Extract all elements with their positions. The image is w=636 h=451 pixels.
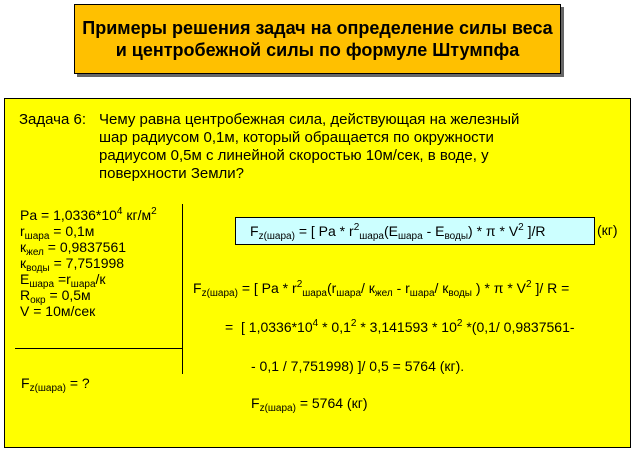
given-r-orbit: $R_{окр} = 0,5м$ bbox=[20, 287, 91, 306]
find-quantity: $F_{z(шара)}$ = ? bbox=[21, 375, 90, 394]
given-values bbox=[20, 207, 157, 319]
task-line-4: поверхности Земли? bbox=[99, 165, 245, 182]
problem-panel bbox=[4, 98, 631, 448]
title-line-1: Примеры решения задач на определение силы веса bbox=[82, 18, 553, 38]
solution-line-1: $F_{z(шара)}$ = [ Pa * $r^2_{шара}(r_{шара}/$ $к_{жел} - r_{шара}/$ $к_{воды}$ ) * π * $V^2$ ]/ R = bbox=[193, 279, 570, 299]
given-e: $E_{шара} =r_{шара}/к$ bbox=[20, 271, 106, 290]
solution-line-2: [ $1,0336*10^4 * 0,1^2 * 3,141593 * 10^2$ *(0,1/ 0,9837561- bbox=[241, 318, 575, 335]
task-line-1: Чему равна центробежная сила, действующая на железный bbox=[99, 111, 520, 128]
title-box bbox=[74, 4, 561, 74]
task-label: Задача 6: bbox=[19, 111, 87, 128]
task-line-3: радиусом 0,5м с линейной скоростью 10м/сек, в воде, у bbox=[99, 147, 489, 164]
given-radius: $r_{шара} = 0,1м$ bbox=[20, 223, 95, 242]
solution-result: $F_{z(шара)} = 5764$ (кг) bbox=[251, 395, 368, 414]
task-text bbox=[99, 111, 619, 183]
solution-line-3: - 0,1 / 7,751998) ]/ 0,5 = 5764 (кг). bbox=[251, 358, 465, 374]
formula-unit: (кг) bbox=[597, 222, 618, 238]
task-line-2: шар радиусом 0,1м, который обращается по окружности bbox=[99, 129, 494, 146]
given-velocity: V = 10м/сек bbox=[20, 303, 96, 319]
given-k-water: $к_{воды} = 7,751998$ bbox=[20, 255, 125, 274]
formula-box: $F_{z(шара)}$ = [ Pa * $r^2_{шара}(E_{шара} - E_{воды})$ * π * $V^2$ ]/R bbox=[235, 217, 595, 245]
given-pa: $Pa = 1,0336*10^4$ $кг/м^2$ bbox=[20, 206, 157, 223]
solution-equals: = bbox=[225, 319, 234, 335]
title-line-2: и центробежной силы по формуле Штумпфа bbox=[115, 40, 520, 60]
divider-horizontal bbox=[15, 348, 183, 349]
given-k-iron: $к_{жел} = 0,9837561$ bbox=[20, 239, 127, 258]
